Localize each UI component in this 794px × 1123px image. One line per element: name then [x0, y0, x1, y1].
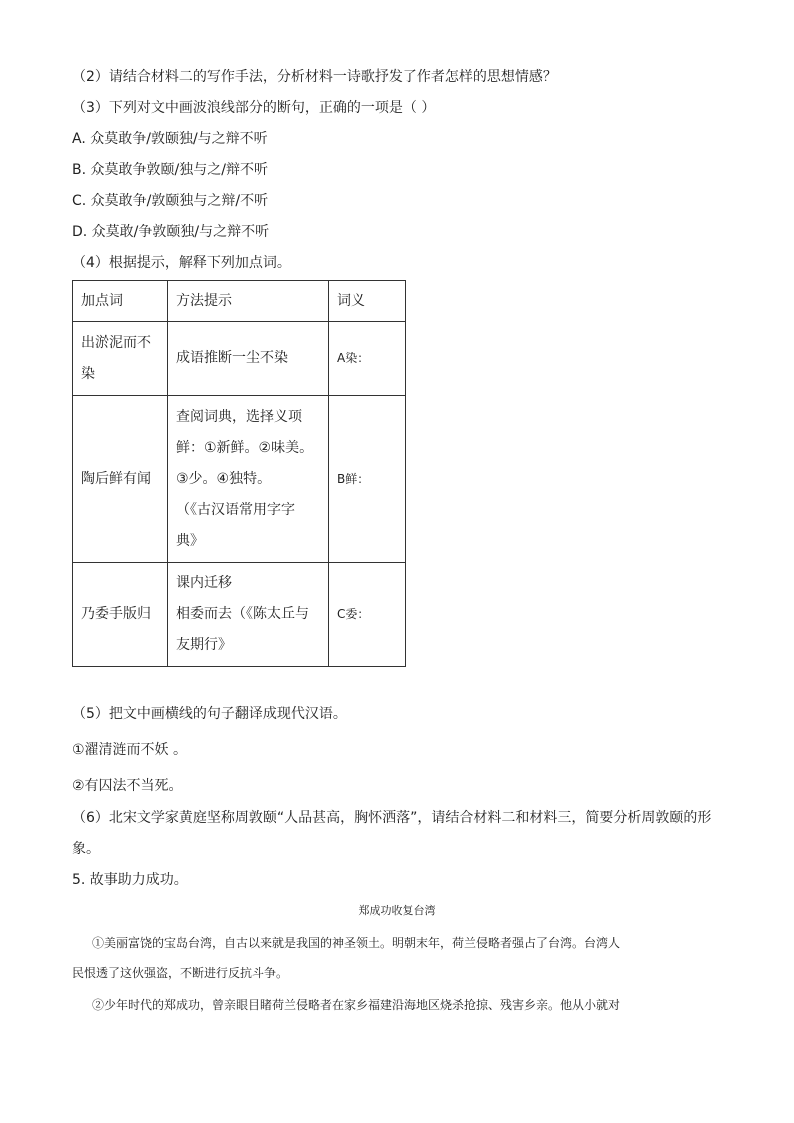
hint-table — [72, 280, 406, 667]
method-line: 鲜：①新鲜。②味美。 — [176, 439, 314, 456]
story-title: 郑成功收复台湾 — [358, 904, 436, 917]
table-row — [73, 396, 406, 563]
word-line: 出淤泥而不 — [81, 334, 151, 351]
method-line: 课内迁移 — [176, 575, 232, 591]
meaning-label: A染： — [337, 351, 370, 365]
method-cell — [168, 563, 329, 667]
question-3: （3）下列对文中画波浪线部分的断句，正确的一项是（ ） — [72, 100, 436, 116]
item-5: 5. 故事助力成功。 — [72, 872, 188, 888]
meaning-cell — [329, 563, 406, 667]
table-row — [73, 563, 406, 667]
meaning-label: B鲜： — [337, 471, 370, 486]
header-meaning: 词义 — [329, 281, 406, 322]
method-line: 成语推断一尘不染 — [176, 350, 288, 366]
method-line: ③少。④独特。 — [176, 470, 272, 487]
method-cell — [168, 322, 329, 396]
story-paragraph-1-line-1: ①美丽富饶的宝岛台湾，自古以来就是我国的神圣领土。明朝末年，荷兰侵略者强占了台湾。台湾人 — [92, 936, 621, 950]
question-5-item-2: ②有囚法不当死。 — [72, 778, 183, 794]
method-line: 查阅词典，选择义项 — [176, 408, 302, 425]
question-5: （5）把文中画横线的句子翻译成现代汉语。 — [72, 706, 347, 722]
word-line: 染 — [81, 365, 95, 382]
header-method: 方法提示 — [168, 281, 329, 322]
table-header-row — [73, 281, 406, 322]
story-paragraph-2-line-1: ②少年时代的郑成功，曾亲眼目睹荷兰侵略者在家乡福建沿海地区烧杀抢掠、残害乡亲。他从小就对 — [92, 998, 621, 1012]
meaning-label: C委： — [337, 607, 370, 621]
option-c: C. 众莫敢争/敦颐独与之辩/不听 — [72, 193, 269, 209]
word-cell — [73, 396, 168, 563]
story-paragraph-1-line-2: 民恨透了这伙强盗，不断进行反抗斗争。 — [72, 966, 289, 980]
question-4: （4）根据提示，解释下列加点词。 — [72, 255, 291, 271]
table-row — [73, 322, 406, 396]
method-line: （《古汉语常用字字 — [176, 501, 295, 518]
word-line: 乃委手版归 — [81, 606, 151, 622]
meaning-cell — [329, 396, 406, 563]
word-cell — [73, 322, 168, 396]
meaning-cell — [329, 322, 406, 396]
method-cell — [168, 396, 329, 563]
option-d: D. 众莫敢/争敦颐独/与之辩不听 — [72, 224, 270, 240]
option-b: B. 众莫敢争敦颐/独与之/辩不听 — [72, 162, 268, 178]
word-line: 陶后鲜有闻 — [81, 470, 151, 487]
option-a: A. 众莫敢争/敦颐独/与之辩不听 — [72, 131, 268, 147]
header-word: 加点词 — [73, 281, 168, 322]
method-line: 典》 — [176, 532, 204, 549]
word-cell — [73, 563, 168, 667]
method-line: 相委而去（《陈太丘与 — [176, 606, 309, 622]
question-5-item-1: ①濯清涟而不妖 。 — [72, 742, 188, 758]
method-line: 友期行》 — [176, 637, 232, 653]
question-2: （2）请结合材料二的写作手法，分析材料一诗歌抒发了作者怎样的思想情感？ — [72, 69, 557, 85]
question-6-line-2: 象。 — [72, 841, 100, 857]
question-6-line-1: （6）北宋文学家黄庭坚称周敦颐“人品甚高，胸怀洒落”，请结合材料二和材料三，简要分析周敦颐的形 — [72, 810, 712, 826]
